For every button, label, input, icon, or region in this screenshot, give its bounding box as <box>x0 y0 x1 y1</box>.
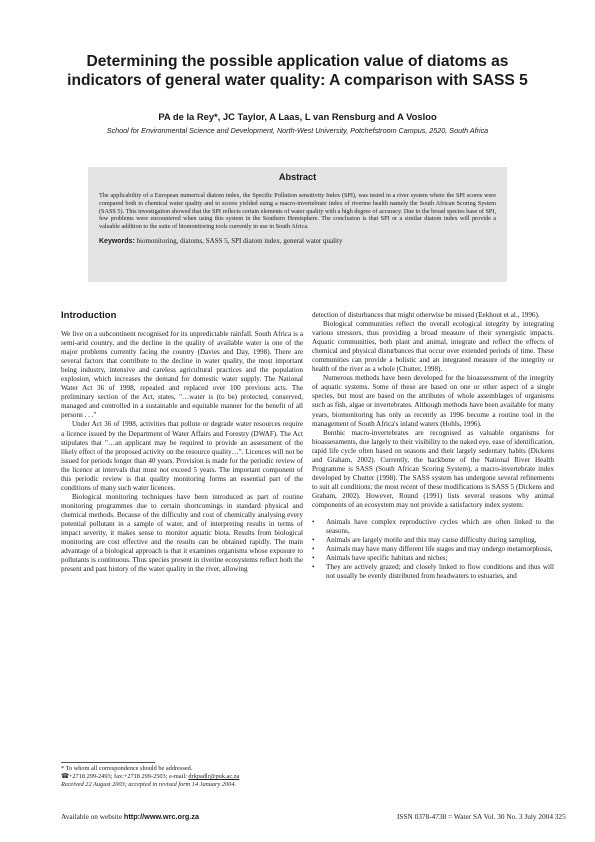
bullet-icon: • <box>312 563 315 572</box>
footnote-divider <box>61 762 155 763</box>
intro-paragraph-6: Numerous methods have been developed for the bioassessment of the integrity of aquatic systems. Some of these are based on one or other aspect of a single species, but most are based on the attributes of whole assemblages of organisms such as fish, algae or invertebrates. Although methods have been available for many years, biomonitoring has only as recently as 1996 become a routine tool in the management of South Africa's inland waters (Hohls, 1996). <box>312 374 554 428</box>
footnotes <box>61 765 311 790</box>
left-column <box>61 311 303 574</box>
phone-fax: ☎+2718 299-2493; fax:+2718 299-2503; e-mail: <box>61 773 189 781</box>
bullet-icon: • <box>312 554 315 563</box>
list-item: • Animals are largely motile and this may cause difficulty during sampling, <box>312 536 537 545</box>
intro-paragraph-4: detection of disturbances that might otherwise be missed (Eekhout et al., 1996). <box>312 311 540 319</box>
intro-paragraph-3: Biological monitoring techniques have been introduced as part of routine monitoring programmes due to certain shortcomings in standard physical and chemical methods. Because of the difficulty and cost of chemically analysing every potential pollutant in a sample of water, and of interpreting results in terms of impact severity, it makes sense to monitor aquatic biota. Results from biological monitoring are cost effective and the results can be obtained rapidly. The main advantage of a biological approach is that it examines organisms whose exposure to pollutants is continuous. Thus species present in riverine ecosystems reflect both the present and past history of the water quality in the river, allowing <box>61 492 303 574</box>
journal-citation: ISSN 0378-4738 = Water SA Vol. 30 No. 3 July 2004 325 <box>397 812 566 821</box>
intro-paragraph-2: Under Act 36 of 1998, activities that pollute or degrade water resources require a licence issued by the Department of Water Affairs and Forestry (DWAF). The Act stipulates that "…an applicant may be required to provide an assessment of the likely effect of the proposed activity on the resource quality…". Licences will not be issued for periods longer than 40 years. Provision is made for the periodic review of the licence at intervals that must not exceed 5 years. The important component of this periodic review is that quality monitoring forms an essential part of the conditions of many such water licences. <box>61 420 303 492</box>
list-item: • Animals may have many different life stages and may undergo metamorphosis, <box>312 545 553 554</box>
email-link[interactable]: drkpadlr@puk.ac.za <box>188 773 240 781</box>
list-item: • Animals have specific habitats and niches; <box>312 554 448 563</box>
keywords-label: Keywords: <box>99 237 135 245</box>
intro-paragraph-5: Biological communities reflect the overall ecological integrity by integrating various stressors, thus providing a broad measure of their synergistic impacts. Aquatic communities, both plant and animal, integrate and reflect the effects of chemical and physical disturbances that occur over extended periods of time. These communities can provide a holistic and an integrated measure of the integrity or health of the river as a whole (Chutter, 1998). <box>312 320 554 374</box>
title-line-1: Determining the possible application value of diatoms as <box>86 53 509 70</box>
abstract-box <box>88 167 507 282</box>
bullet-list <box>312 518 554 581</box>
correspondence-note: * To whom all correspondence should be addressed. <box>61 765 193 772</box>
title-line-2: indicators of general water quality: A comparison with SASS 5 <box>67 72 528 89</box>
affiliation: School for Environmental Science and Development, North-West University, Potchefstroom Campus, 2520, South Africa <box>106 126 489 135</box>
list-item: • Animals have complex reproductive cycles which are often linked to the seasons, <box>312 518 554 536</box>
received-dates: Received 22 August 2003; accepted in revised form 14 January 2004. <box>61 781 237 789</box>
keywords-list: biomonitoring, diatoms, SASS 5, SPI diatom index, general water quality <box>136 236 343 245</box>
abstract-heading: Abstract <box>278 172 317 182</box>
paper-title <box>40 52 555 90</box>
bullet-icon: • <box>312 545 315 554</box>
website-link[interactable]: http://www.wrc.org.za <box>123 812 200 821</box>
abstract-text: The applicability of a European numerical diatom index, the Specific Pollution sensitivity Index (SPI), was tested in a river system where the SPI scores were compared both to chemical water quality and to scores yielded using a macro-invertebrate index of riverine health namely the South African Scoring System (SASS 5). This investigation showed that the SPI reflects certain elements of water quality with a high degree of accuracy. Due to the broad species base of SPI, few problems were encountered when using this system in the Southern Hemisphere. The conclusion is that SPI or a similar diatom index will provide a valuable addition to the suite of biomonitoring tools currently in use in South Africa. <box>99 192 496 231</box>
contact-line <box>61 773 311 781</box>
authors: PA de la Rey*, JC Taylor, A Laas, L van Rensburg and A Vosloo <box>158 111 437 122</box>
footer-website <box>61 812 199 821</box>
intro-paragraph-1: We live on a subcontinent recognised for its unpredictable rainfall. South Africa is a semi-arid country, and the decline in the quality of available water is one of the major problems currently facing the country (Davies and Day, 1998). There are several factors that contribute to the decline in water quality, the most important being industry, intensive and careless agricultural practices and the population explosion, which increases the demand for domestic water supply. The National Water Act 36 of 1998, repealed and replaced over 100 previous acts. The preliminary section of the Act, states, "…water is (to be) protected, conserved, managed and controlled in a sustainable and equitable manner for the benefit of all persons . . ." <box>61 330 303 420</box>
keywords <box>99 237 496 245</box>
website-label: Available on website <box>61 812 124 821</box>
introduction-heading: Introduction <box>61 310 117 321</box>
bullet-icon: • <box>312 518 315 527</box>
bullet-icon: • <box>312 536 315 545</box>
list-item: • They are actively grazed; and closely linked to flow conditions and thus will not usually be evenly distributed from headwaters to estuaries, and <box>312 563 554 581</box>
right-column <box>312 311 554 581</box>
intro-paragraph-7: Benthic macro-invertebrates are recognised as valuable organisms for bioassessments, due largely to their visibility to the naked eye, ease of identification, rapid life cycle often based on seasons and their largely sedentary habits (Dickens and Graham, 2002). Currently, the backbone of the National River Health Programme is SASS (South African Scoring System), a macro-invertebrate index developed by Chutter (1998). The SASS system has undergone several refinements to suit all conditions; the most recent of these modifications is SASS 5 (Dickens and Graham, 2002). However, Round (1991) lists several reasons why animal components of an ecosystem may not provide a satisfactory index system: <box>312 428 554 509</box>
